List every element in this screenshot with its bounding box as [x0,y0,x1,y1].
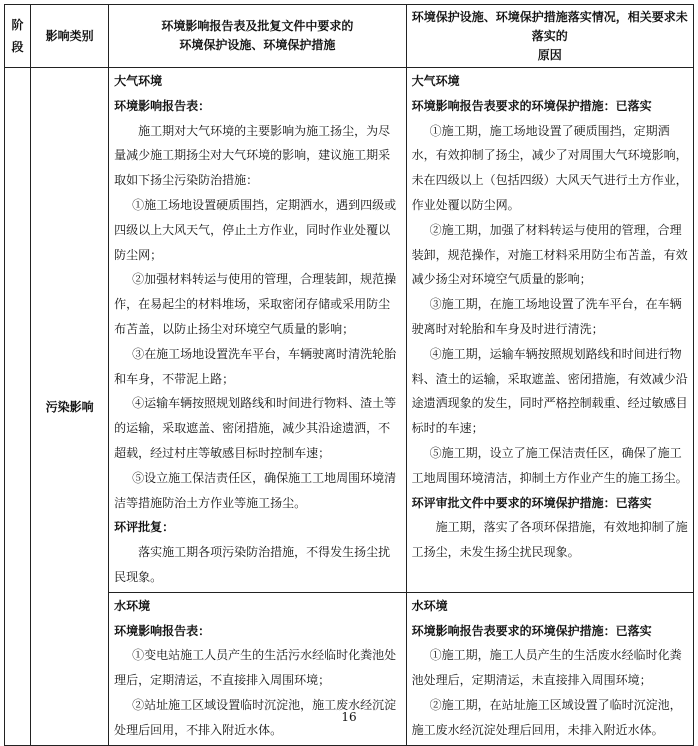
atmosphere-required-measures [109,68,406,593]
section-heading: 水环境 [411,598,448,613]
header-stage: 阶段 [5,5,31,68]
environmental-measures-table [4,4,694,746]
section-heading: 大气环境 [411,74,460,88]
paragraph: ②施工期，在站址施工区域设置了临时沉淀池，施工废水经沉淀处理后回用，未排入附近水体。 [411,697,682,737]
section-heading: 大气环境 [114,74,163,88]
table-row-atmosphere [5,68,694,593]
paragraph: 施工期对大气环境的主要影响为施工扬尘，为尽量减少施工期扬尘对大气环境的影响，建议施工期采取如下扬尘污染防治措施： [114,123,391,188]
paragraph: 落实施工期各项污染防治措施，不得发生扬尘扰民现象。 [114,545,391,584]
paragraph: ①施工期，施工人员产生的生活废水经临时化粪池处理后，定期清运，未直接排入周围环境； [411,648,682,688]
header-required-measures: 环境影响报告表及批复文件中要求的 环境保护设施、环境保护措施 [109,5,406,68]
section-heading: 水环境 [114,598,151,613]
paragraph: ④施工期，运输车辆按照规划路线和时间进行物料、渣土的运输，采取遮盖、密闭措施，有效减少沿途遗洒现象的发生，同时严格控制载重、经过敏感目标时的车速； [411,346,688,436]
section-heading: 环评批复： [114,520,175,535]
section-heading: 环境影响报告表： [114,98,211,113]
section-heading: 环评审批文件中要求的环境保护措施：已落实 [411,495,652,510]
stage-cell [5,68,31,746]
section-heading: 环境影响报告表要求的环境保护措施：已落实 [411,98,652,113]
paragraph: ②站址施工区域设置临时沉淀池，施工废水经沉淀处理后回用，不排入附近水体。 [114,697,397,737]
table-header-row [5,5,694,68]
header-implementation-status: 环境保护设施、环境保护措施落实情况，相关要求未落实的 原因 [406,5,693,68]
paragraph: ③施工期，在施工场地设置了洗车平台，在车辆驶离时对轮胎和车身及时进行清洗； [411,297,682,336]
section-heading: 环境影响报告表要求的环境保护措施：已落实 [411,623,652,638]
section-heading: 环境影响报告表： [114,623,211,638]
page-number: 16 [341,710,357,724]
paragraph: ⑤施工期，设立了施工保洁责任区，确保了施工工地周围环境清洁，抑制土方作业产生的施工扬尘。 [411,445,688,485]
paragraph: ⑤设立施工保洁责任区，确保施工工地周围环境清洁等措施防治土方作业等施工扬尘。 [114,470,397,510]
paragraph: 施工期，落实了各项环保措施，有效地抑制了施工扬尘，未发生扬尘扰民现象。 [411,520,688,560]
atmosphere-implementation [406,68,693,593]
paragraph: ①变电站施工人员产生的生活污水经临时化粪池处理后，定期清运，不直接排入周围环境； [114,648,397,688]
paragraph: ①施工期，施工场地设置了硬质围挡，定期洒水，有效抑制了扬尘，减少了对周围大气环境影响，未在四级以上（包括四级）大风天气进行土方作业，作业处覆以防尘网。 [411,123,688,212]
header-category: 影响类别 [31,5,109,68]
paragraph: ①施工场地设置硬质围挡，定期洒水，遇到四级或四级以上大风天气，停止土方作业，同时作业处覆以防尘网； [114,197,397,262]
paragraph: ④运输车辆按照规划路线和时间进行物料、渣土等的运输，采取遮盖、密闭措施，减少其沿途遗洒，不超载，经过村庄等敏感目标时控制车速； [114,396,397,460]
paragraph: ②施工期，加强了材料转运与使用的管理，合理装卸，规范操作，对施工材料采用防尘布苫盖，有效减少扬尘对环境空气质量的影响； [411,222,688,287]
paragraph: ③在施工场地设置洗车平台，车辆驶离时清洗轮胎和车身，不带泥上路； [114,346,397,386]
paragraph: ②加强材料转运与使用的管理，合理装卸，规范操作，在易起尘的材料堆场，采取密闭存储或采用防尘布苫盖，以防止扬尘对环境空气质量的影响； [114,272,397,336]
impact-category-cell: 污染影响 [31,68,109,746]
